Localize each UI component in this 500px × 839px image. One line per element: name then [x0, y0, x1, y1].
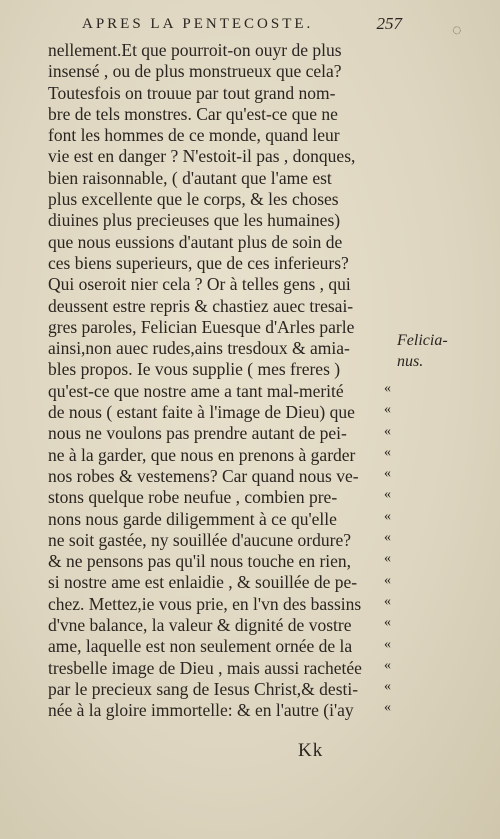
quote-mark: «: [384, 593, 391, 609]
text-line: que nous eussions d'autant plus de soin de: [48, 231, 343, 252]
text-line: nous ne voulons pas prendre autant de pei-: [48, 423, 347, 444]
text-line: bien raisonnable, ( d'autant que l'ame est: [48, 167, 332, 188]
text-line: ame, laquelle est non seulement ornée de la: [48, 636, 353, 657]
quote-mark: «: [384, 679, 391, 695]
quote-mark: «: [384, 508, 391, 524]
quote-mark: «: [384, 381, 391, 396]
text-line: Qui oseroit nier cela ? Or à telles gens , qui: [48, 274, 351, 295]
text-line: si nostre ame est enlaidie , & souillée de pe-: [48, 572, 358, 593]
quote-mark: «: [384, 530, 391, 546]
text-line: tresbelle image de Dieu , mais aussi rachetée: [48, 657, 362, 678]
text-line: de nous ( estant faite à l'image de Dieu) que: [48, 402, 355, 423]
quote-mark: «: [384, 636, 391, 652]
text-line: ne à la garder, que nous en prenons à garder: [48, 444, 356, 465]
margin-note-line: Felicia-: [397, 332, 448, 349]
page-number: 257: [376, 14, 402, 33]
text-line: ces biens superieurs, que de ces inferieurs?: [48, 252, 349, 273]
text-line: bre de tels monstres. Car qu'est-ce que ne: [48, 103, 338, 124]
running-header: [82, 16, 402, 33]
text-line: font les hommes de ce monde, quand leur: [48, 125, 340, 146]
text-line: bles propos. Ie vous supplie ( mes freres ): [48, 359, 341, 380]
text-line: née à la gloire immortelle: & en l'autre (i'ay: [48, 700, 354, 721]
text-line: Toutesfois on trouue par tout grand nom-: [48, 82, 336, 103]
text-line: stons quelque robe neufue , combien pre-: [48, 487, 338, 508]
quote-mark: «: [384, 700, 391, 716]
quote-mark: «: [384, 572, 391, 588]
text-line: qu'est-ce que nostre ame a tant mal-merité: [48, 380, 344, 401]
quote-mark: «: [384, 402, 391, 418]
quote-mark: «: [384, 615, 391, 631]
margin-note-line: nus.: [397, 353, 424, 371]
text-line: d'vne balance, la valeur & dignité de vostre: [48, 615, 352, 636]
text-line: gres paroles, Felician Euesque d'Arles parle: [48, 316, 355, 337]
margin-note: [397, 330, 448, 373]
quote-mark: «: [384, 423, 391, 439]
quote-mark: «: [384, 657, 391, 673]
text-line: ne soit gastée, ny souillée d'aucune ordure?: [48, 529, 351, 550]
text-line: plus excellente que le corps, & les choses: [48, 189, 339, 210]
text-line: ainsi,non auec rudes,ains tresdoux & amia-: [48, 338, 350, 359]
text-line: vie est en danger ? N'estoit-il pas , donques,: [48, 146, 356, 167]
text-line: insensé , ou de plus monstrueux que cela?: [48, 61, 342, 82]
text-line: nons nous garde diligemment à ce qu'elle: [48, 508, 337, 529]
main-text-block: [48, 40, 398, 722]
corner-mark: ◌: [452, 22, 462, 39]
quote-mark: «: [384, 466, 391, 482]
signature-mark: Kk: [298, 740, 324, 761]
text-line: & ne pensons pas qu'il nous touche en rien,: [48, 551, 352, 572]
text-line: par le precieux sang de Iesus Christ,& desti-: [48, 678, 359, 699]
quote-mark: «: [384, 444, 391, 460]
header-title: APRES LA PENTECOSTE.: [82, 16, 314, 32]
text-line: nellement.Et que pourroit-on ouyr de plus: [48, 40, 342, 60]
text-line: nos robes & vestemens? Car quand nous ve-: [48, 465, 359, 486]
text-line: chez. Mettez,ie vous prie, en l'vn des bassins: [48, 593, 362, 614]
quote-mark: «: [384, 551, 391, 567]
quotation-marks-column: [384, 378, 406, 719]
text-line: diuines plus precieuses que les humaines): [48, 210, 341, 231]
text-line: deussent estre repris & chastiez auec tresai-: [48, 295, 354, 316]
quote-mark: «: [384, 487, 391, 503]
